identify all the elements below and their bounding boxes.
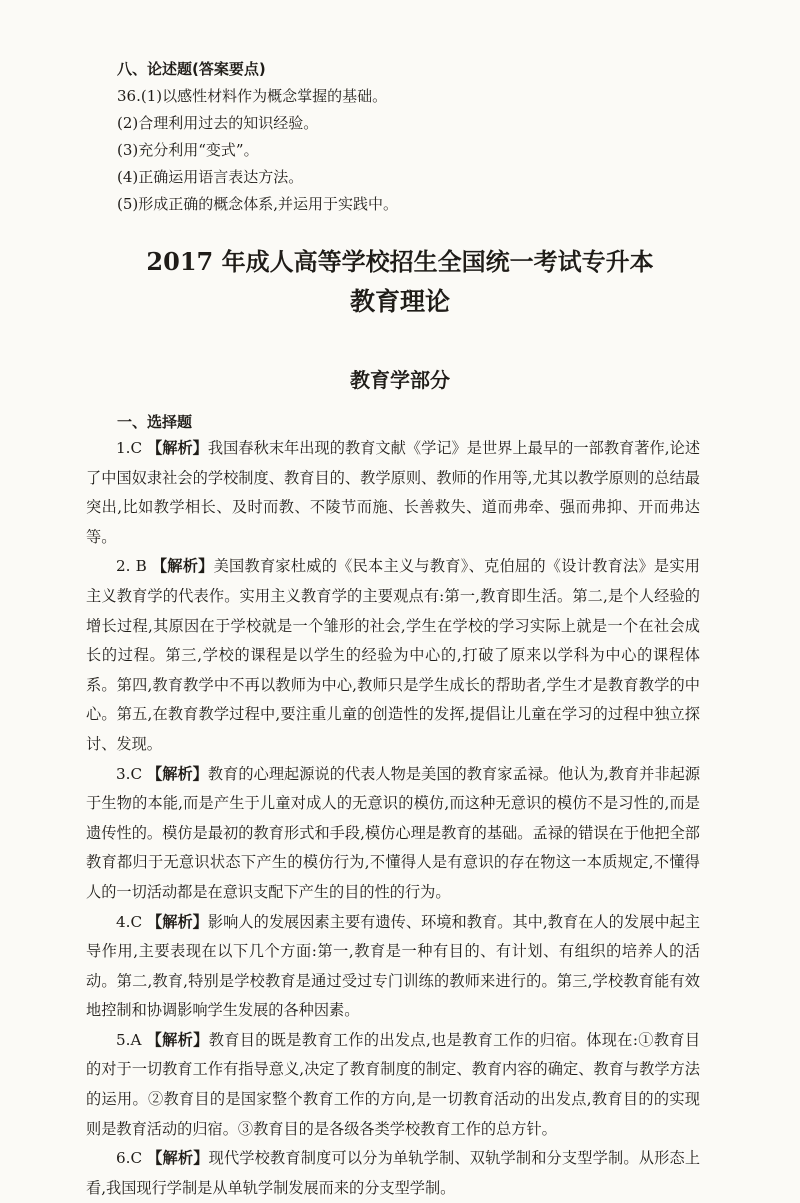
answer-text: 教育目的既是教育工作的出发点,也是教育工作的归宿。体现在:①教育目的对于一切教育工作有指导意义,决定了教育制度的制定、教育内容的确定、教育与教学方法的运用。②教育目的是国家整个教育工作的方向,是一切教育活动的出发点,教育目的的实现则是教育活动的归宿。③教育目的是各级各类学校教育工作的总方针。 [86, 1030, 701, 1138]
analysis-tag: 【解析】 [151, 557, 214, 576]
answer-number: 5.A [116, 1030, 147, 1049]
answer-paragraph [86, 908, 700, 1026]
answer-point: (3)充分利用“变式”。 [117, 141, 259, 159]
answer-text: 美国教育家杜威的《民本主义与教育》、克伯屈的《设计教育法》是实用主义教育学的代表作。实用主义教育学的主要观点有:第一,教育即生活。第二,是个人经验的增长过程,其原因在于学校就是一个雏形的社会,学生在学校的学习实际上就是一个在社会成长的过程。第三,学校的课程是以学生的经验为中心的,打破了原来以学科为中心的课程体系。第四,教育教学中不再以教师为中心,教师只是学生成长的帮助者,学生才是教育教学的中心。第五,在教育教学过程中,要注重儿童的创造性的发挥,提倡让儿童在学习的过程中独立探讨、发现。 [86, 557, 700, 753]
answer-point: (5)形成正确的概念体系,并运用于实践中。 [117, 195, 399, 213]
analysis-tag: 【解析】 [146, 1030, 209, 1049]
answer-point: (2)合理利用过去的知识经验。 [117, 114, 319, 132]
essay-answer-section [117, 56, 717, 218]
analysis-tag: 【解析】 [146, 764, 208, 783]
answer-paragraph [86, 552, 700, 759]
answer-number: 3.C [116, 764, 147, 783]
answer-paragraph [86, 1144, 700, 1203]
answer-paragraph [86, 434, 700, 552]
analysis-tag: 【解析】 [147, 1149, 209, 1168]
analysis-tag: 【解析】 [146, 912, 208, 931]
section-heading: 一、选择题 [117, 413, 193, 431]
answer-paragraph [86, 1026, 700, 1144]
answer-point: (4)正确运用语言表达方法。 [117, 168, 304, 186]
answer-text: 现代学校教育制度可以分为单轨学制、双轨学制和分支型学制。从形态上看,我国现行学制是从单轨学制发展而来的分支型学制。 [86, 1149, 701, 1197]
section-heading: 八、论述题(答案要点) [117, 60, 266, 78]
answer-number: 1.C [116, 439, 147, 457]
subject-title: 教育理论 [349, 287, 450, 316]
answer-text: 教育的心理起源说的代表人物是美国的教育家孟禄。他认为,教育并非起源于生物的本能,而是产生于儿童对成人的无意识的模仿,而这种无意识的模仿不是习性的,而是遗传性的。模仿是最初的教育形式和手段,模仿心理是教育的基础。孟禄的错误在于他把全部教育都归于无意识状态下产生的模仿行为,不懂得人是有意识的存在物这一本质规定,不懂得人的一切活动都是在意识支配下产生的目的性的行为。 [86, 764, 701, 901]
answer-number: 4.C [116, 912, 147, 931]
answer-number: 6.C [116, 1149, 148, 1168]
answer-list [86, 434, 700, 1203]
answer-paragraph [86, 760, 700, 908]
answer-text: 影响人的发展因素主要有遗传、环境和教育。其中,教育在人的发展中起主导作用,主要表现在以下几个方面:第一,教育是一种有目的、有计划、有组织的培养人的活动。第二,教育,特别是学校教育是通过受过专门训练的教师来进行的。第三,学校教育能有效地控制和协调影响学生发展的各种因素。 [86, 912, 701, 1020]
answer-number: 2. B [116, 557, 152, 576]
answer-text: 我国春秋末年出现的教育文献《学记》是世界上最早的一部教育著作,论述了中国奴隶社会的学校制度、教育目的、教学原则、教师的作用等,尤其以教学原则的总结最突出,比如教学相长、及时而教、不陵节而施、长善救失、道而弗牵、强而弗抑、开而弗达等。 [86, 439, 701, 546]
analysis-tag: 【解析】 [146, 439, 208, 457]
exam-title: 2017 年成人高等学校招生全国统一考试专升本 [146, 247, 654, 276]
answer-point: 36.(1)以感性材料作为概念掌握的基础。 [117, 87, 388, 105]
part-title: 教育学部分 [350, 368, 450, 392]
